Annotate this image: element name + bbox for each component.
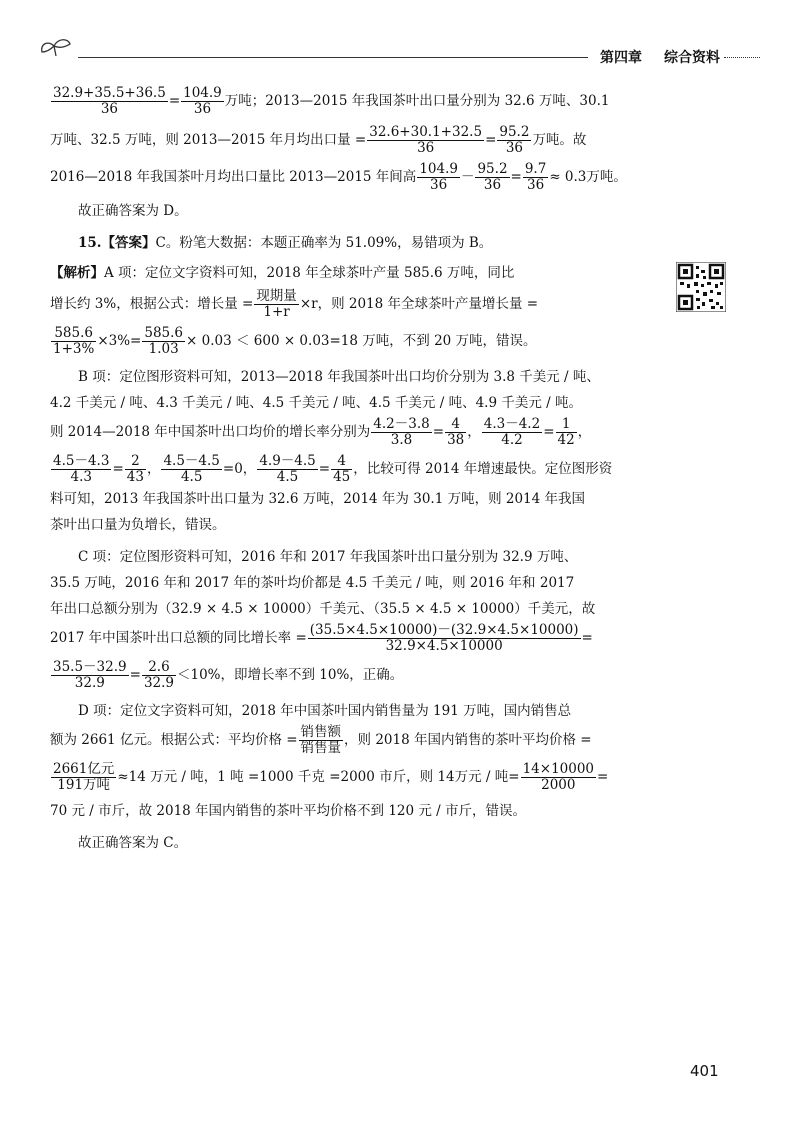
- text-run: 则 2014—2018 年中国茶叶出口均价的增长率分别为: [50, 424, 371, 440]
- calc-line: 2016—2018 年我国茶叶月均出口量比 2013—2015 年间高 $\frac{104.9}{36}$ － $\frac{95.2}{36}$ = $\frac{9.7}{36}$ ≈ 0.3万吨。: [50, 161, 627, 193]
- calc-line: $\frac{35.5-32.9}{32.9}$ = $\frac{2.6}{32.9}$ ＜10%，即增长率不到 10%，正确。: [53, 659, 404, 691]
- fraction-denominator: 4.2: [501, 432, 523, 448]
- fraction-numerator: 9.7: [524, 161, 547, 177]
- analysis-line: [50, 265, 648, 281]
- calc-line: $\frac{4.5-4.3}{4.3}$ = $\frac{2}{43}$ ， $\frac{4.5-4.5}{4.5}$ =0， $\frac{4.9-4.5}{4.5}$ = $\frac{4}{45}$ ，比较可得 2014 年增速最快。定位图形资: [53, 453, 613, 485]
- fraction-numerator: 2: [125, 454, 146, 470]
- text-run: A 项：定位文字资料可知，2018 年全球茶叶产量 585.6 万吨，同比: [104, 265, 515, 281]
- calc-line: [50, 289, 648, 320]
- calc-line: [50, 762, 648, 793]
- calc-line: [50, 725, 648, 756]
- fraction-denominator: 4.5: [180, 469, 203, 485]
- fraction: [51, 660, 129, 691]
- calc-line: 万吨、32.5 万吨，则 2013—2015 年月均出口量 = $\frac{32.6+30.1+32.5}{36}$ = $\frac{95.2}{36}$ 万吨。故: [50, 124, 587, 156]
- chapter-label: 第四章: [600, 50, 642, 66]
- fraction: [445, 417, 466, 448]
- calc-line: [50, 326, 648, 357]
- page-header: [38, 38, 760, 68]
- fraction: [51, 326, 96, 357]
- text-run: 2017 年中国茶叶出口总额的同比增长率 =: [50, 630, 307, 646]
- fraction-numerator: 585.6: [51, 326, 96, 342]
- text-run: 万吨。故: [532, 132, 587, 148]
- answer-line: 故正确答案为 C。: [78, 835, 188, 851]
- fraction: [523, 162, 548, 193]
- fraction: [257, 454, 317, 485]
- fraction-denominator: 3.8: [390, 432, 413, 448]
- text-run: 万吨；2013—2015 年我国茶叶出口量分别为 32.6 万吨、30.1: [224, 93, 610, 109]
- text-run: ＜10%，即增长率不到 10%，正确。: [177, 667, 404, 683]
- text-run: 万吨、32.5 万吨，则 2013—2015 年月均出口量 =: [50, 132, 367, 148]
- qr-code-icon: [676, 262, 726, 312]
- fraction: [417, 162, 460, 193]
- text-line: C 项：定位图形资料可知，2016 年和 2017 年我国茶叶出口量分别为 32.9 万吨、: [78, 549, 578, 565]
- fraction-denominator: 43: [126, 469, 144, 485]
- leaf-sprout-icon: [38, 36, 74, 58]
- answer-tag: 15.【答案】: [78, 235, 156, 251]
- fraction: [371, 417, 431, 448]
- fraction-numerator: 104.9: [419, 161, 458, 177]
- fraction-numerator: 2661亿元: [53, 761, 115, 777]
- page-number: 401: [690, 1062, 719, 1080]
- fraction-denominator: 36: [417, 140, 435, 156]
- fraction: [51, 762, 116, 793]
- text-line: D 项：定位文字资料可知，2018 年中国茶叶国内销售量为 191 万吨，国内销售总: [78, 703, 572, 719]
- text-run: 2016—2018 年我国茶叶月均出口量比 2013—2015 年间高: [50, 169, 417, 185]
- fraction-denominator: 32.9: [143, 675, 174, 691]
- fraction-numerator: 35.5－32.9: [53, 659, 127, 675]
- text-run: ，则 2018 年国内销售的茶叶平均价格 =: [344, 732, 592, 748]
- fraction: [556, 417, 577, 448]
- fraction-denominator: 36: [100, 101, 118, 117]
- text-run: =0，: [222, 461, 257, 477]
- analysis-tag: 【解析】: [50, 265, 104, 281]
- section-label: 综合资料: [664, 50, 720, 66]
- solution-text: [50, 86, 648, 851]
- header-rule-right: [724, 57, 760, 58]
- answer-line: 故正确答案为 D。: [78, 203, 188, 219]
- calc-line: $\frac{32.9+35.5+36.5}{36}$ = $\frac{104.9}{36}$ 万吨；2013—2015 年我国茶叶出口量分别为 32.6 万吨、30.1: [53, 85, 610, 117]
- fraction-numerator: 1: [556, 417, 577, 433]
- fraction-denominator: 1.03: [148, 341, 179, 357]
- fraction-numerator: 2.6: [142, 660, 176, 676]
- text-run: 增长约 3%，根据公式：增长量 =: [50, 296, 254, 312]
- fraction: [51, 454, 111, 485]
- fraction: [475, 162, 509, 193]
- fraction-denominator: 45: [333, 469, 351, 485]
- fraction-numerator: 585.6: [144, 325, 184, 341]
- text-line: 4.2 千美元 / 吨、4.3 千美元 / 吨、4.5 千美元 / 吨、4.5 千美元 / 吨、4.9 千美元 / 吨。: [50, 395, 582, 411]
- fraction-denominator: 32.9: [74, 675, 105, 691]
- fraction-denominator: 销售量: [300, 740, 342, 756]
- fraction: [331, 454, 352, 485]
- fraction-numerator: 4.3－4.2: [483, 416, 541, 432]
- calc-line: 则 2014—2018 年中国茶叶出口均价的增长率分别为 $\frac{4.2-3.8}{3.8}$ = $\frac{4}{38}$ ， $\frac{4.3-4.2}{4.2}$ = $\frac{1}{42}$ ，: [50, 416, 592, 448]
- fraction-denominator: 4.5: [276, 469, 299, 485]
- fraction-numerator: (35.5×4.5×10000)－(32.9×4.5×10000): [309, 622, 579, 638]
- calc-line: [50, 623, 648, 654]
- fraction-denominator: 32.9×4.5×10000: [385, 638, 503, 654]
- fraction-numerator: 4.5－4.3: [53, 453, 110, 469]
- text-line: 35.5 万吨，2016 年和 2017 年的茶叶均价都是 4.5 千美元 / 吨，则 2016 年和 2017: [50, 575, 575, 591]
- fraction: [51, 86, 168, 117]
- fraction-numerator: 4: [445, 417, 466, 433]
- fraction: [142, 660, 176, 691]
- text-run: ，比较可得 2014 年增速最快。定位图形资: [353, 461, 613, 477]
- fraction: [299, 725, 344, 756]
- text-line: 70 元 / 市斤，故 2018 年国内销售的茶叶平均价格不到 120 元 / 市斤，错误。: [50, 803, 527, 819]
- text-run: ×r，则 2018 年全球茶叶产量增长量 =: [299, 296, 539, 312]
- fraction-numerator: 销售额: [300, 724, 342, 740]
- fraction: [521, 762, 596, 793]
- fraction-numerator: 95.2: [499, 124, 530, 140]
- fraction-denominator: 4.3: [70, 469, 92, 485]
- fraction-denominator: 1+r: [263, 304, 290, 320]
- header-rule-left: [78, 57, 588, 58]
- fraction: [254, 289, 299, 320]
- fraction-numerator: 32.6+30.1+32.5: [369, 124, 483, 140]
- fraction-denominator: 36: [505, 140, 523, 156]
- text-run: =: [581, 630, 593, 646]
- fraction-denominator: 1+3%: [53, 341, 95, 357]
- text-run: × 0.03 ＜ 600 × 0.03=18 万吨，不到 20 万吨，错误。: [186, 333, 537, 349]
- fraction-denominator: 42: [557, 432, 575, 448]
- fraction: [497, 125, 531, 156]
- fraction: [161, 454, 221, 485]
- text-run: ×3%=: [97, 333, 142, 349]
- text-line: 年出口总额分别为（32.9 × 4.5 × 10000）千美元、（35.5 × 4.5 × 10000）千美元，故: [50, 601, 596, 617]
- fraction: [367, 125, 484, 156]
- fraction-numerator: 4: [331, 454, 352, 470]
- fraction-denominator: 2000: [541, 777, 576, 793]
- fraction: [482, 417, 542, 448]
- fraction-numerator: 14×10000: [522, 761, 595, 777]
- fraction-numerator: 4.2－3.8: [373, 416, 430, 432]
- fraction-numerator: 4.9－4.5: [259, 453, 316, 469]
- text-run: 额为 2661 亿元。根据公式：平均价格 =: [50, 732, 298, 748]
- text-run: C。粉笔大数据：本题正确率为 51.09%，易错项为 B。: [155, 235, 493, 251]
- fraction: [142, 326, 185, 357]
- fraction-denominator: 36: [430, 177, 448, 193]
- fraction: [308, 623, 581, 654]
- question-answer-line: [50, 235, 648, 251]
- text-run: =: [597, 769, 609, 785]
- fraction-denominator: 191万吨: [57, 777, 111, 793]
- fraction: [181, 86, 224, 117]
- fraction-numerator: 95.2: [477, 161, 508, 177]
- fraction-denominator: 36: [483, 177, 502, 193]
- fraction-denominator: 36: [526, 177, 545, 193]
- fraction-denominator: 38: [447, 432, 465, 448]
- text-line: B 项：定位图形资料可知，2013—2018 年我国茶叶出口均价分别为 3.8 千美元 / 吨、: [78, 369, 600, 385]
- fraction: [125, 454, 146, 485]
- fraction-numerator: 104.9: [183, 85, 222, 101]
- text-run: ≈14 万元 / 吨，1 吨 =1000 千克 =2000 市斤，则 14万元 / 吨=: [117, 769, 520, 785]
- text-line: 料可知，2013 年我国茶叶出口量为 32.6 万吨，2014 年为 30.1 万吨，则 2014 年我国: [50, 491, 586, 507]
- fraction-numerator: 32.9+35.5+36.5: [53, 85, 166, 101]
- text-line: 茶叶出口量为负增长，错误。: [50, 517, 226, 533]
- fraction-numerator: 现期量: [256, 288, 297, 304]
- text-run: ≈ 0.3万吨。: [549, 169, 627, 185]
- fraction-numerator: 4.5－4.5: [163, 453, 220, 469]
- fraction-denominator: 36: [193, 101, 212, 117]
